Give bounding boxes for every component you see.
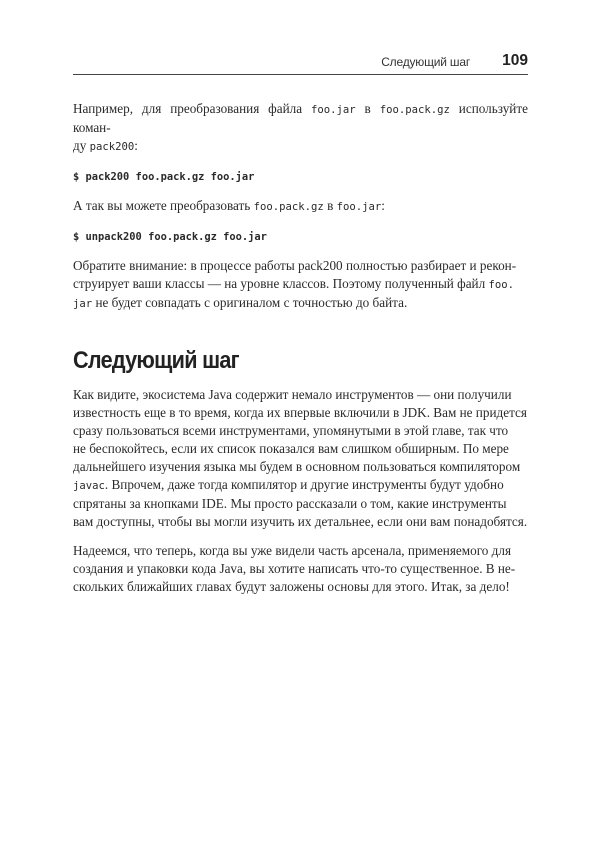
text-run: вам доступны, чтобы вы могли изучить их детальнее, если они вам понадобятся. [73,514,528,529]
text-run: : [381,198,385,213]
text-run: в [323,198,337,213]
text-run: не будет совпадать с оригиналом с точностью до байта. [92,295,408,310]
text-run: не беспокойтесь, если их список показался вам слишком обширным. По мере [73,441,509,456]
text-run: Надеемся, что теперь, когда вы уже видели часть арсенала, применяемого для [73,543,512,558]
code-foo-pack-gz: foo.pack.gz [379,104,450,116]
running-title: Следующий шаг [381,55,470,69]
text-run: скольких ближайших главах будут заложены основы для этого. Итак, за дело! [73,579,510,594]
intro-paragraph-3 [73,257,528,313]
text-run: ду [73,138,90,153]
text-run: : [134,138,138,153]
intro-paragraph-1 [73,100,528,156]
page-header [73,52,528,74]
text-run: А так вы можете преобразовать [73,198,254,213]
code-foo: foo. [488,279,515,291]
page-number: 109 [502,52,528,69]
section-paragraph-2 [73,542,528,596]
text-run: известность еще в то время, когда их впервые включили в JDK. Вам не придется [73,405,527,420]
header-rule [73,74,528,75]
section-paragraph-1 [73,386,528,531]
code-foo-jar: foo.jar [336,201,382,213]
text-run: спрятаны за кнопками IDE. Мы просто рассказали о том, какие инструменты [73,496,507,511]
code-jar: jar [73,298,93,310]
code-foo-pack-gz: foo.pack.gz [253,201,324,213]
text-run: Как видите, экосистема Java содержит немало инструментов — они получили [73,387,512,402]
intro-paragraph-2 [73,197,528,216]
code-javac: javac [73,480,105,492]
text-run: дальнейшего изучения языка мы будем в основном пользоваться компилятором [73,459,521,474]
code-pack200: pack200 [89,141,135,153]
command-unpack200: $ unpack200 foo.pack.gz foo.jar [73,231,267,243]
text-run: Обратите внимание: в процессе работы pack200 полностью разбирает и рекон- [73,258,517,273]
text-run: струирует ваши классы — на уровне классов. Поэтому полученный файл [73,276,489,291]
text-run: сразу пользоваться всеми инструментами, упомянутыми в этой главе, так что [73,423,509,438]
text-run: . Впрочем, даже тогда компилятор и другие инструменты будут удобно [104,477,504,492]
text-run: создания и упаковки кода Java, вы хотите написать что-то существенное. В не- [73,561,516,576]
text-run: Например, для преобразования файла [73,101,311,116]
code-foo-jar: foo.jar [310,104,356,116]
command-pack200: $ pack200 foo.pack.gz foo.jar [73,171,255,183]
section-heading: Следующий шаг [73,347,239,374]
page-content [73,100,528,596]
text-run: используйте коман- [73,101,528,135]
text-run: в [355,101,380,116]
